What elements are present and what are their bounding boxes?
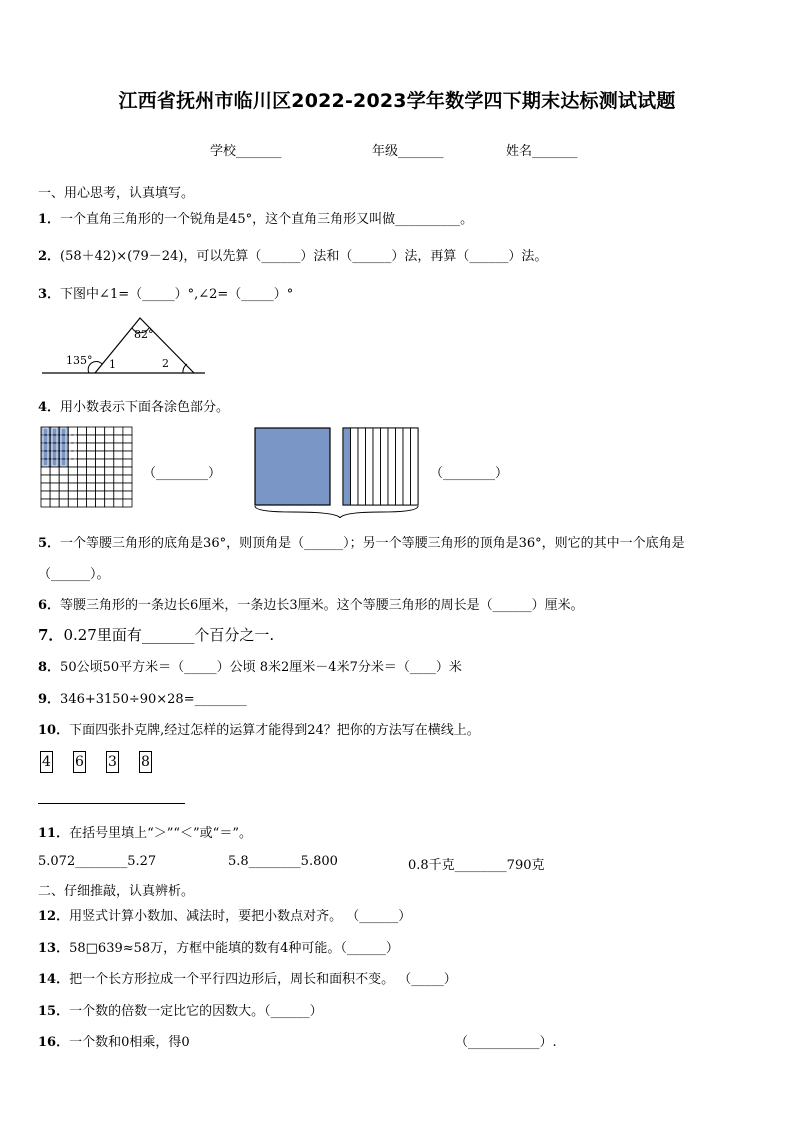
question-15	[38, 1000, 323, 1019]
grid-cell	[96, 459, 105, 467]
hundred-grid	[40, 426, 133, 508]
playing-card: 4	[40, 751, 53, 773]
grid-cell	[114, 491, 123, 499]
grid-cell	[96, 435, 105, 443]
grid-cell	[96, 499, 105, 507]
question-4	[38, 396, 229, 415]
grid-cell	[123, 459, 132, 467]
grid-cell-shaded	[50, 451, 59, 459]
question-text: 在括号里填上“＞”“＜”或“＝”。	[69, 826, 252, 841]
grid-cell	[123, 443, 132, 451]
question-5-continued: （______）。	[38, 567, 110, 582]
grid-cell	[105, 443, 114, 451]
strip	[411, 428, 419, 505]
question-text: 用竖式计算小数加、减法时，要把小数点对齐。 （______）	[69, 909, 412, 924]
question-number: 16．	[38, 1035, 70, 1050]
question-number: 1．	[38, 212, 61, 227]
grid-cell	[87, 451, 96, 459]
question-number: 3．	[38, 287, 61, 302]
grid-cell	[123, 483, 132, 491]
grid-cell	[87, 483, 96, 491]
grid-cell	[87, 499, 96, 507]
grid-cell	[68, 499, 77, 507]
strip	[366, 428, 374, 505]
grid-cell	[96, 475, 105, 483]
triangle-figure	[40, 312, 210, 378]
grid-cell	[123, 451, 132, 459]
question-text: 一个等腰三角形的底角是36°，则顶角是（______）；另一个等腰三角形的顶角是36°，则它的其中一个底角是	[60, 536, 685, 551]
grid-cell	[77, 459, 86, 467]
grid-cell	[59, 483, 68, 491]
question-number: 7．	[38, 626, 64, 644]
grid-cell	[123, 475, 132, 483]
question-number: 2．	[38, 249, 61, 264]
question-number: 10．	[38, 723, 70, 738]
grid-cell	[50, 491, 59, 499]
grid-cell	[77, 475, 86, 483]
grid-cell	[68, 467, 77, 475]
grid-cell	[96, 451, 105, 459]
grid-cell	[105, 475, 114, 483]
question-number: 15．	[38, 1004, 70, 1019]
grade-field: 年级_______	[372, 144, 444, 159]
question-text: 一个数和0相乘，得0	[69, 1035, 190, 1050]
playing-card: 3	[106, 751, 119, 773]
question-text: 下图中∠1=（_____）°,∠2=（_____）°	[60, 287, 294, 302]
question-text: 用小数表示下面各涂色部分。	[60, 400, 230, 415]
question-11	[38, 822, 252, 841]
section-1-heading: 一、用心思考，认真填写。	[38, 186, 195, 201]
question-text: 0.27里面有_______个百分之一.	[63, 626, 275, 644]
angle-1-label: 1	[109, 358, 116, 371]
grid-cell	[41, 499, 50, 507]
grid-cell-shaded	[59, 443, 68, 451]
grid-cell	[105, 467, 114, 475]
strip	[351, 428, 359, 505]
grid-cell	[114, 499, 123, 507]
grid-cell	[114, 451, 123, 459]
grid-cell	[59, 467, 68, 475]
grid-cell	[77, 483, 86, 491]
grid-cell	[114, 475, 123, 483]
grid-cell	[105, 459, 114, 467]
question-14	[38, 968, 457, 987]
strip	[396, 428, 404, 505]
question-number: 4．	[38, 400, 61, 415]
grid-cell	[77, 451, 86, 459]
grid-cell	[50, 499, 59, 507]
grid-cell	[96, 443, 105, 451]
question-16	[38, 1031, 190, 1050]
grid-cell-shaded	[50, 443, 59, 451]
grid-cell	[50, 467, 59, 475]
grid-cell	[96, 483, 105, 491]
grid-cell	[59, 491, 68, 499]
question-6	[38, 594, 584, 613]
grid-cell	[77, 443, 86, 451]
playing-card: 6	[73, 751, 86, 773]
grid-cell	[77, 467, 86, 475]
question-2	[38, 245, 547, 264]
grid-cell	[105, 499, 114, 507]
grid-cell	[123, 427, 132, 435]
playing-card: 8	[139, 751, 152, 773]
grid-cell	[123, 467, 132, 475]
answer-blank-a: （________）	[143, 466, 222, 481]
strip-shaded	[343, 428, 351, 505]
grid-cell	[41, 475, 50, 483]
strip	[373, 428, 381, 505]
question-16-answer: （___________）.	[455, 1035, 557, 1050]
angle-2-label: 2	[162, 357, 169, 370]
grid-cell-shaded	[41, 451, 50, 459]
grid-cell	[50, 483, 59, 491]
grid-cell	[77, 491, 86, 499]
question-12	[38, 905, 411, 924]
grid-cell	[68, 475, 77, 483]
grid-cell	[114, 435, 123, 443]
question-text: (58＋42)×(79－24)，可以先算（______）法和（______）法，再算（______）法。	[60, 249, 548, 264]
question-number: 9．	[38, 692, 61, 707]
grid-cell	[96, 467, 105, 475]
grid-cell	[123, 499, 132, 507]
grid-cell	[105, 427, 114, 435]
question-13	[38, 937, 399, 956]
grid-cell	[105, 483, 114, 491]
question-text: 50公顷50平方米＝（_____）公顷 8米2厘米－4米7分米＝（____）米	[60, 660, 462, 675]
grid-cell	[87, 459, 96, 467]
grid-cell	[41, 483, 50, 491]
question-text: 一个数的倍数一定比它的因数大。（______）	[69, 1004, 323, 1019]
grid-cell	[59, 475, 68, 483]
grid-cell	[41, 491, 50, 499]
question-7	[38, 624, 274, 645]
question-9	[38, 688, 247, 707]
answer-line	[38, 803, 185, 804]
grid-cell	[114, 443, 123, 451]
grid-cell	[59, 499, 68, 507]
grid-cell-shaded	[41, 443, 50, 451]
question-text: 一个直角三角形的一个锐角是45°，这个直角三角形又叫做__________。	[60, 212, 474, 227]
grid-cell	[114, 427, 123, 435]
grid-cell	[41, 467, 50, 475]
section-2-heading: 二、仔细推敲，认真辨析。	[38, 884, 195, 899]
grid-cell	[77, 435, 86, 443]
compare-item-a: 5.072________5.27	[38, 854, 157, 869]
grid-cell	[105, 451, 114, 459]
grid-cell	[87, 427, 96, 435]
strip	[381, 428, 389, 505]
question-number: 11．	[38, 826, 70, 841]
question-text: 把一个长方形拉成一个平行四边形后，周长和面积不变。 （_____）	[69, 972, 457, 987]
grid-cell	[105, 491, 114, 499]
grid-cell	[87, 435, 96, 443]
question-3	[38, 283, 293, 302]
grid-cell	[123, 491, 132, 499]
grid-cell-shaded	[41, 435, 50, 443]
outer-angle-label: 135°	[66, 354, 93, 367]
question-number: 13．	[38, 941, 70, 956]
grid-cell	[87, 491, 96, 499]
strip	[388, 428, 396, 505]
question-number: 5．	[38, 536, 61, 551]
grid-cell	[96, 491, 105, 499]
grid-cell	[77, 427, 86, 435]
question-text: 等腰三角形的一条边长6厘米，一条边长3厘米。这个等腰三角形的周长是（______）厘米。	[60, 598, 584, 613]
grid-cell	[96, 427, 105, 435]
question-text: 下面四张扑克牌,经过怎样的运算才能得到24？把你的方法写在横线上。	[69, 723, 480, 738]
grid-cell	[114, 467, 123, 475]
grid-cell	[123, 435, 132, 443]
strip	[358, 428, 366, 505]
grid-cell	[87, 443, 96, 451]
answer-blank-b: （________）	[430, 466, 509, 481]
grid-cell	[50, 475, 59, 483]
question-10	[38, 719, 480, 738]
question-number: 14．	[38, 972, 70, 987]
grid-cell-shaded	[59, 435, 68, 443]
question-number: 12．	[38, 909, 70, 924]
strip	[403, 428, 411, 505]
grid-cell	[77, 499, 86, 507]
question-number: 6．	[38, 598, 61, 613]
grid-cell	[68, 483, 77, 491]
question-8	[38, 656, 462, 675]
grid-cell	[87, 475, 96, 483]
grid-cell	[105, 435, 114, 443]
question-text: 346+3150÷90×28=________	[60, 692, 247, 707]
grid-cell	[114, 459, 123, 467]
question-text: 58□639≈58万，方框中能填的数有4种可能。（______）	[69, 941, 399, 956]
top-angle-label: 82°	[134, 328, 154, 341]
compare-item-b: 5.8________5.800	[228, 854, 338, 869]
grid-cell-shaded	[50, 435, 59, 443]
grid-cell	[87, 467, 96, 475]
school-field: 学校_______	[210, 144, 282, 159]
grid-cell-shaded	[59, 451, 68, 459]
page-title: 江西省抚州市临川区2022-2023学年数学四下期末达标测试试题	[118, 90, 676, 112]
question-5	[38, 532, 685, 551]
compare-item-c: 0.8千克________790克	[408, 858, 545, 873]
name-field: 姓名_______	[506, 144, 578, 159]
grid-cell	[68, 491, 77, 499]
question-number: 8．	[38, 660, 61, 675]
question-1	[38, 208, 473, 227]
tenths-figure	[252, 426, 422, 518]
grid-cell	[114, 483, 123, 491]
